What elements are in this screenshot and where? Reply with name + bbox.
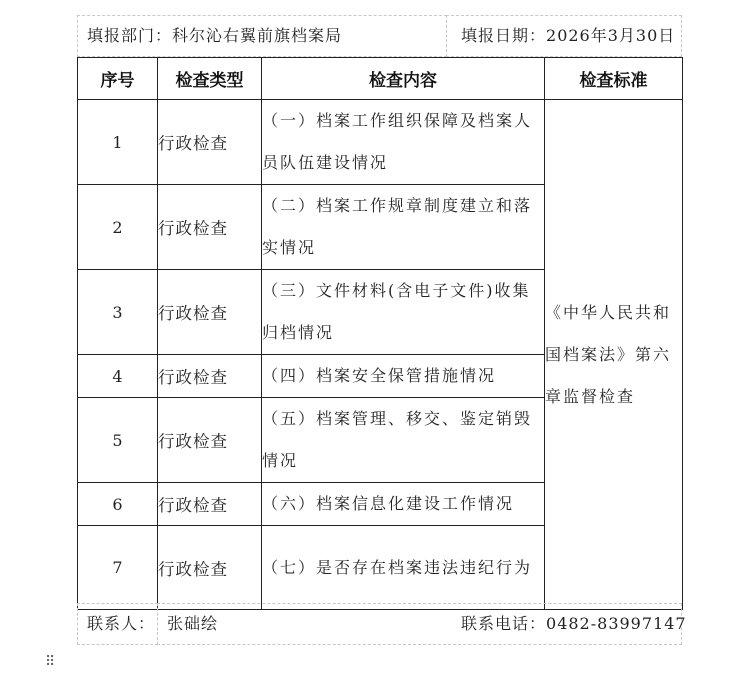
row-type: 行政检查 <box>158 270 262 355</box>
row-num: 5 <box>78 398 158 483</box>
row-content-text: （三）文件材料(含电子文件)收集归档情况 <box>262 281 531 342</box>
phone-line <box>461 612 687 636</box>
row-content-text: （六）档案信息化建设工作情况 <box>262 494 515 513</box>
row-content-text: （七）是否存在档案违法违纪行为 <box>262 557 533 577</box>
row-type: 行政检查 <box>158 483 262 526</box>
inspection-table <box>77 57 683 610</box>
row-content-text: （五）档案管理、移交、鉴定销毁情况 <box>262 409 533 470</box>
col-header-num: 序号 <box>78 58 158 100</box>
row-content-text: （四）档案安全保管措施情况 <box>262 366 497 385</box>
row-content-text: （一）档案工作组织保障及档案人员队伍建设情况 <box>262 111 533 172</box>
date-value: 2026年3月30日 <box>546 26 676 45</box>
row-num: 3 <box>78 270 158 355</box>
department-label: 填报部门： <box>87 26 173 45</box>
row-num: 7 <box>78 526 158 610</box>
contact-value: 张础绘 <box>167 614 219 633</box>
department-value: 科尔沁右翼前旗档案局 <box>172 26 343 45</box>
row-num: 6 <box>78 483 158 526</box>
contact-label: 联系人： <box>87 614 156 633</box>
row-type: 行政检查 <box>158 100 262 185</box>
row-content-text: （二）档案工作规章制度建立和落实情况 <box>262 196 533 257</box>
row-num: 2 <box>78 185 158 270</box>
standard-cell <box>545 100 683 610</box>
col-header-content: 检查内容 <box>262 58 545 100</box>
phone-label: 联系电话： <box>461 614 547 633</box>
row-content <box>262 185 545 270</box>
row-type: 行政检查 <box>158 355 262 398</box>
date-line <box>461 24 675 48</box>
row-content <box>262 355 545 398</box>
row-type: 行政检查 <box>158 185 262 270</box>
row-content <box>262 526 545 610</box>
row-content <box>262 100 545 185</box>
phone-value: 0482-83997147 <box>546 614 687 633</box>
row-num: 4 <box>78 355 158 398</box>
standard-text: 《中华人民共和国档案法》第六章监督检查 <box>545 302 672 406</box>
drag-handle-icon[interactable]: ⠿ <box>45 654 56 670</box>
row-num: 1 <box>78 100 158 185</box>
table-header-row <box>78 58 683 100</box>
row-type: 行政检查 <box>158 398 262 483</box>
row-content <box>262 483 545 526</box>
department-line <box>87 24 342 48</box>
col-header-type: 检查类型 <box>158 58 262 100</box>
date-label: 填报日期： <box>461 26 547 45</box>
row-content <box>262 398 545 483</box>
table-row <box>78 100 683 185</box>
col-header-standard: 检查标准 <box>545 58 683 100</box>
row-content <box>262 270 545 355</box>
row-type: 行政检查 <box>158 526 262 610</box>
